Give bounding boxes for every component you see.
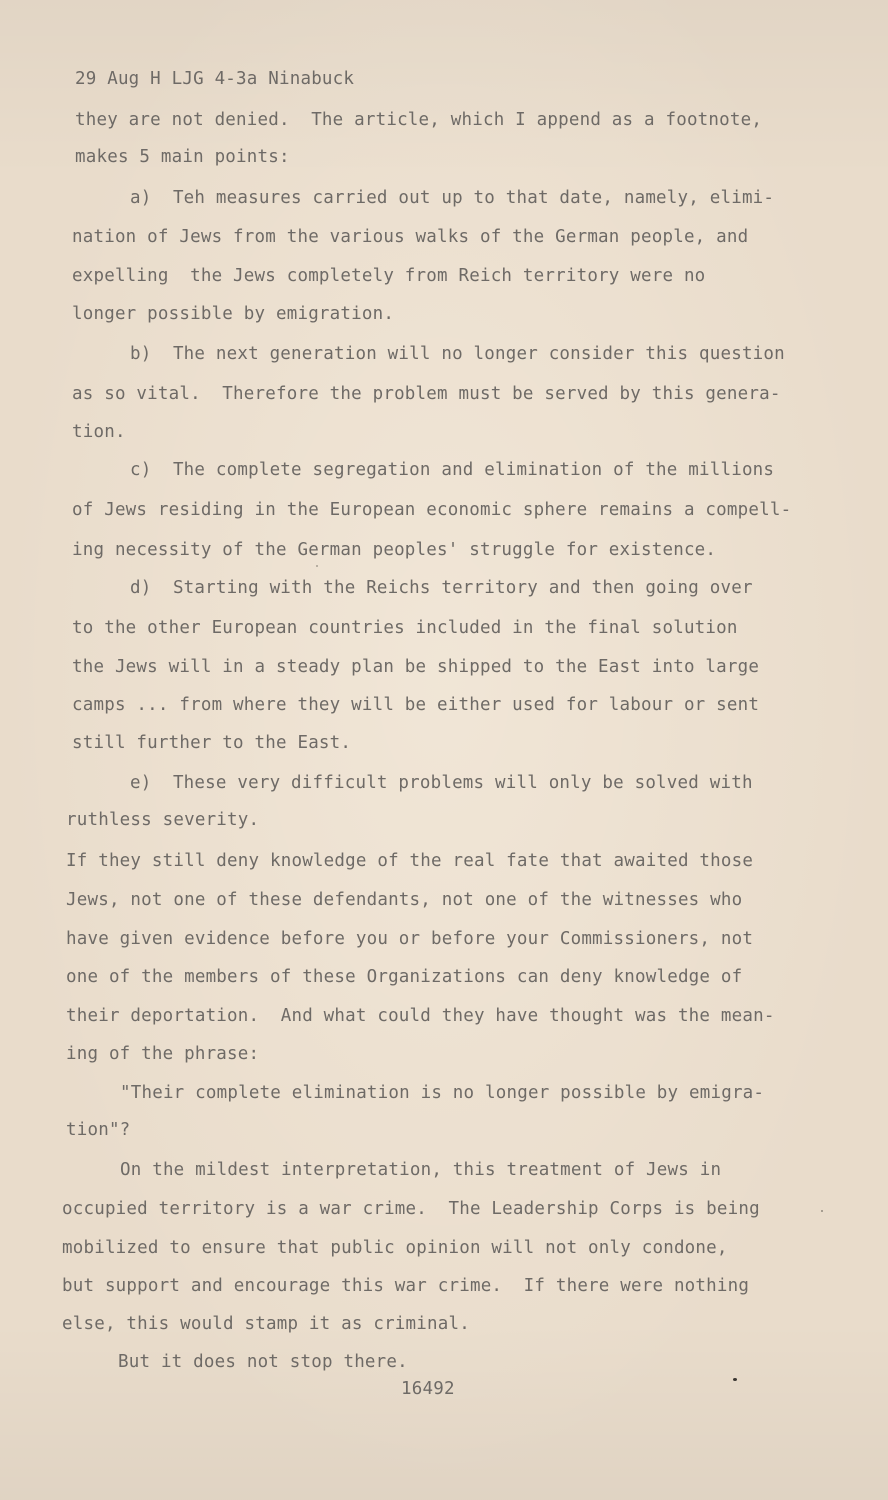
paper-speck xyxy=(733,1378,737,1381)
text-line: ruthless severity. xyxy=(66,810,260,830)
text-line: mobilized to ensure that public opinion will not only condone, xyxy=(62,1238,728,1258)
text-line: their deportation. And what could they have thought was the mean- xyxy=(66,1006,775,1026)
paragraph-start-line: If they still deny knowledge of the real fate that awaited those xyxy=(66,851,754,871)
text-line: else, this would stamp it as criminal. xyxy=(62,1314,470,1334)
point-d-line: d) Starting with the Reichs territory and then going over xyxy=(130,578,753,598)
quote-line: "Their complete elimination is no longer possible by emigra- xyxy=(120,1083,765,1103)
paragraph-start-line: On the mildest interpretation, this treatment of Jews in xyxy=(120,1160,722,1180)
text-line: but support and encourage this war crime. If there were nothing xyxy=(62,1276,750,1296)
text-line: tion. xyxy=(72,422,126,442)
text-line: nation of Jews from the various walks of the German people, and xyxy=(72,227,749,247)
text-line: Jews, not one of these defendants, not one of the witnesses who xyxy=(66,890,743,910)
text-line: the Jews will in a steady plan be shipped to the East into large xyxy=(72,657,760,677)
text-line: have given evidence before you or before your Commissioners, not xyxy=(66,929,754,949)
paper-speck xyxy=(316,565,318,567)
text-line: ing of the phrase: xyxy=(66,1044,260,1064)
point-e-line: e) These very difficult problems will only be solved with xyxy=(130,773,753,793)
text-line: longer possible by emigration. xyxy=(72,304,395,324)
text-line: as so vital. Therefore the problem must be served by this genera- xyxy=(72,384,781,404)
text-line: tion"? xyxy=(66,1120,131,1140)
point-a-line: a) Teh measures carried out up to that date, namely, elimi- xyxy=(130,188,775,208)
header-reference: 29 Aug H LJG 4-3a Ninabuck xyxy=(75,69,355,89)
paragraph-start-line: But it does not stop there. xyxy=(118,1352,408,1372)
point-c-line: c) The complete segregation and elimination of the millions xyxy=(130,460,775,480)
paper-speck xyxy=(821,1210,823,1212)
page-number: 16492 xyxy=(401,1379,455,1399)
text-line: one of the members of these Organizations can deny knowledge of xyxy=(66,967,743,987)
point-b-line: b) The next generation will no longer consider this question xyxy=(130,344,785,364)
text-line: of Jews residing in the European economic sphere remains a compell- xyxy=(72,500,792,520)
text-line: expelling the Jews completely from Reich territory were no xyxy=(72,266,706,286)
text-line: occupied territory is a war crime. The Leadership Corps is being xyxy=(62,1199,760,1219)
text-line: they are not denied. The article, which I append as a footnote, xyxy=(75,110,763,130)
text-line: camps ... from where they will be either used for labour or sent xyxy=(72,695,760,715)
text-line: ing necessity of the German peoples' struggle for existence. xyxy=(72,540,717,560)
text-line: makes 5 main points: xyxy=(75,147,290,167)
text-line: to the other European countries included in the final solution xyxy=(72,618,738,638)
text-line: still further to the East. xyxy=(72,733,352,753)
